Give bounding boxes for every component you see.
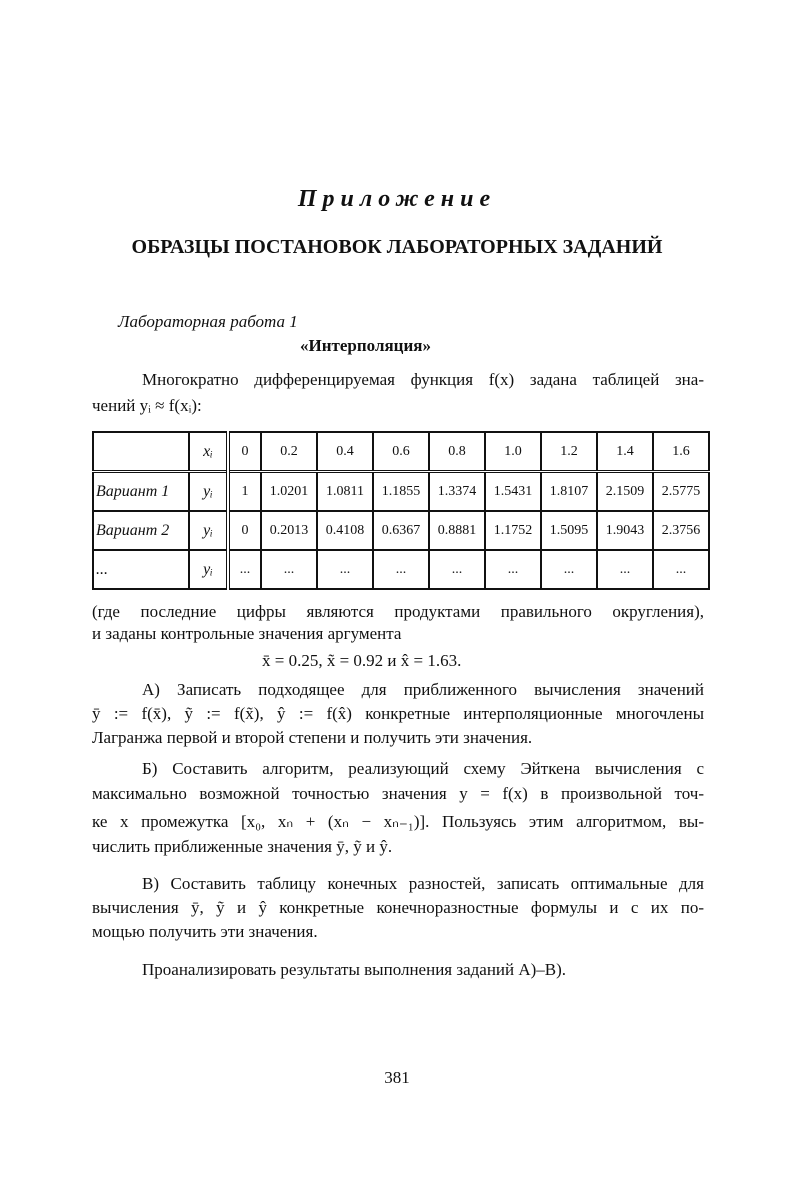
value-cell: ...: [653, 550, 709, 589]
after-table-line: (где последние цифры являются продуктами правильного округления),: [92, 602, 704, 621]
task-c-line: В) Составить таблицу конечных разностей, записать оптимальные для: [142, 874, 704, 893]
value-cell: 1: [228, 472, 261, 512]
value-cell: 0.8881: [429, 511, 485, 550]
value-cell: 1.2: [541, 432, 597, 472]
value-cell: 0.4: [317, 432, 373, 472]
value-cell: 1.8107: [541, 472, 597, 512]
page-number: 381: [384, 1068, 410, 1087]
value-cell: 1.5095: [541, 511, 597, 550]
value-cell: 2.5775: [653, 472, 709, 512]
task-a-line: ȳ := f(x̄), ỹ := f(x̃), ŷ := f(x̂) конкретные интерполяционные многочлены: [92, 704, 704, 723]
task-b-line: Б) Составить алгоритм, реализующий схему Эйткена вычисления с: [142, 759, 704, 778]
conclusion: Проанализировать результаты выполнения заданий А)–В).: [142, 960, 567, 979]
task-b-line: максимально возможной точностью значения y = f(x) в произвольной точ-: [92, 784, 704, 803]
control-values: x̄ = 0.25, x̃ = 0.92 и x̂ = 1.63.: [262, 651, 462, 670]
task-c-line: вычисления ȳ, ỹ и ŷ конкретные конечноразностные формулы и с их по-: [92, 898, 704, 917]
value-cell: 2.1509: [597, 472, 653, 512]
value-cell: ...: [261, 550, 317, 589]
row-label-cell: ...: [93, 550, 189, 589]
task-b-line: ке x промежутка [x₀, xₙ + (xₙ − xₙ₋₁)]. Пользуясь этим алгоритмом, вы-: [92, 812, 704, 831]
row-symbol-cell: yᵢ: [189, 550, 228, 589]
value-cell: ...: [485, 550, 541, 589]
row-label-cell: [93, 432, 189, 472]
value-cell: 1.5431: [485, 472, 541, 512]
value-cell: 0.6: [373, 432, 429, 472]
row-symbol-cell: yᵢ: [189, 472, 228, 512]
task-a-line: А) Записать подходящее для приближенного вычисления значений: [142, 680, 704, 699]
value-cell: 1.3374: [429, 472, 485, 512]
task-a-line: Лагранжа первой и второй степени и получить эти значения.: [92, 728, 533, 747]
value-cell: ...: [317, 550, 373, 589]
value-cell: 0: [228, 511, 261, 550]
value-cell: ...: [597, 550, 653, 589]
intro-line: Многократно дифференцируемая функция f(x) задана таблицей зна-: [142, 370, 704, 389]
value-cell: 1.0201: [261, 472, 317, 512]
value-cell: 1.0811: [317, 472, 373, 512]
value-cell: 1.6: [653, 432, 709, 472]
value-cell: 1.0: [485, 432, 541, 472]
task-b-line: числить приближенные значения ȳ, ỹ и ŷ.: [92, 837, 393, 856]
row-symbol-cell: xᵢ: [189, 432, 228, 472]
value-cell: 0: [228, 432, 261, 472]
table-row: [93, 472, 709, 512]
row-label-cell: Вариант 2: [93, 511, 189, 550]
lab-label: Лабораторная работа 1: [118, 312, 298, 331]
value-cell: 0.2: [261, 432, 317, 472]
value-cell: 1.1855: [373, 472, 429, 512]
value-cell: 1.9043: [597, 511, 653, 550]
row-symbol-cell: yᵢ: [189, 511, 228, 550]
row-label-cell: Вариант 1: [93, 472, 189, 512]
task-c-line: мощью получить эти значения.: [92, 922, 318, 941]
table-row: [93, 550, 709, 589]
appendix-title: Приложение: [297, 186, 497, 212]
lab-topic: «Интерполяция»: [300, 336, 431, 355]
table-header-row: [93, 432, 709, 472]
value-cell: ...: [228, 550, 261, 589]
data-table: [92, 431, 710, 590]
value-cell: 1.4: [597, 432, 653, 472]
value-cell: 0.8: [429, 432, 485, 472]
value-cell: ...: [429, 550, 485, 589]
value-cell: 0.2013: [261, 511, 317, 550]
table-row: [93, 511, 709, 550]
value-cell: ...: [541, 550, 597, 589]
intro-line: чений yᵢ ≈ f(xᵢ):: [92, 396, 202, 415]
after-table-line: и заданы контрольные значения аргумента: [92, 624, 402, 643]
value-cell: 1.1752: [485, 511, 541, 550]
value-cell: ...: [373, 550, 429, 589]
value-cell: 0.6367: [373, 511, 429, 550]
value-cell: 2.3756: [653, 511, 709, 550]
value-cell: 0.4108: [317, 511, 373, 550]
section-heading: ОБРАЗЦЫ ПОСТАНОВОК ЛАБОРАТОРНЫХ ЗАДАНИЙ: [131, 236, 663, 258]
